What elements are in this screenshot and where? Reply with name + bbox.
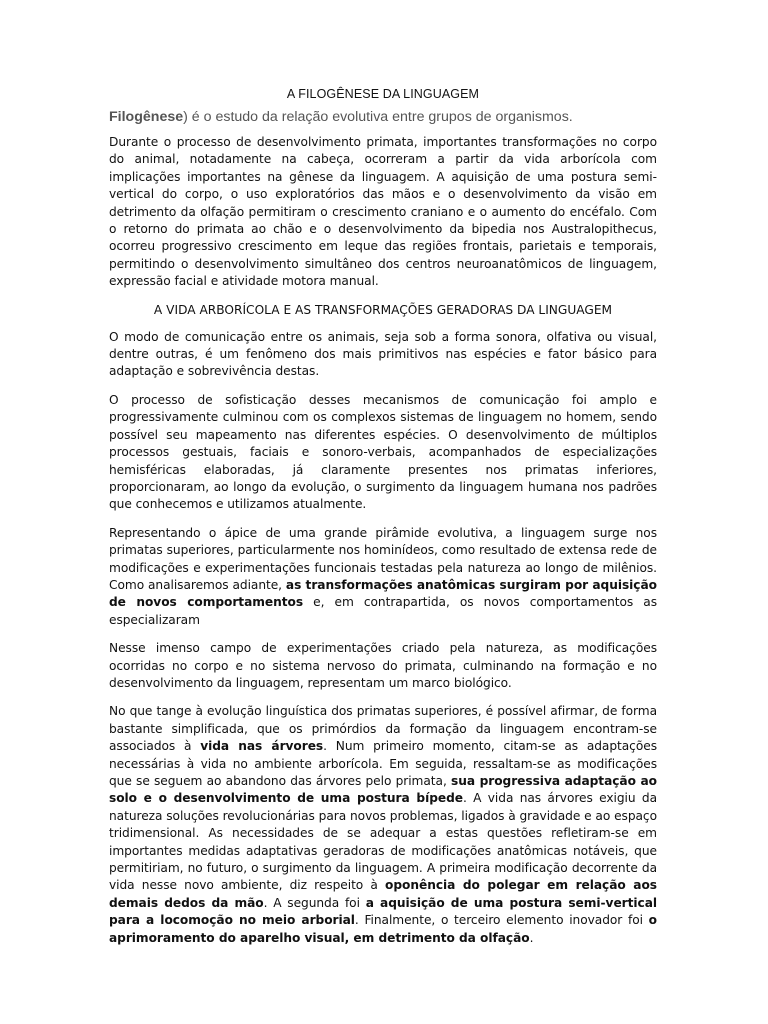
paragraph-6 xyxy=(109,703,657,947)
paragraph-6-bold-d: sua progressiva adaptação ao solo e o desenvolvimento de uma postura bípede xyxy=(109,774,658,806)
document-page xyxy=(109,86,657,958)
paragraph-6-bold-b: vida nas árvores xyxy=(200,739,324,754)
paragraph-4 xyxy=(109,525,657,629)
paragraph-6-bold-h: a aquisição de uma postura semi-vertical para a locomoção no meio arborial xyxy=(109,895,657,928)
definition-term: Filogênese xyxy=(109,109,184,125)
definition-text: ) é o estudo da relação evolutiva entre grupos de organismos. xyxy=(183,109,573,125)
document-title: A FILOGÊNESE DA LINGUAGEM xyxy=(286,87,480,101)
paragraph-6-bold-f: oponência do polegar em relação aos demais dedos da mão xyxy=(109,878,657,910)
paragraph-2: O modo de comunicação entre os animais, seja sob a forma sonora, olfativa ou visual, dentre outras, é um fenômeno dos mais primitivos nas espécies e fator básico para adaptação e sobrevivência destas. xyxy=(109,329,657,379)
paragraph-6-text-e: . A vida nas árvores exigiu da natureza soluções revolucionárias para novos problemas, ligados à gravidade e ao espaço tridimensional. As necessidades de se adequar a estas questões refletiram-se em importantes medidas adaptativas geradoras de modificações anatômicas notáveis, que permitiriam, no futuro, o surgimento da linguagem. A primeira modificação decorrente da vida nesse novo ambiente, diz respeito à xyxy=(109,791,658,893)
paragraph-4-bold: as transformações anatômicas surgiram por aquisição de novos comportamentos xyxy=(109,577,657,610)
paragraph-1: Durante o processo de desenvolvimento primata, importantes transformações no corpo do animal, notadamente na cabeça, ocorreram a partir da vida arborícola com implicações importantes na gênese da linguagem. A aquisição de uma postura semi-vertical do corpo, o uso exploratórios das mãos e o desenvolvimento da visão em detrimento da olfação permitiram o crescimento craniano e o aumento do encéfalo. Com o retorno do primata ao chão e o desenvolvimento da bipedia nos Australopithecus, ocorreu progressivo crescimento em leque das regiões frontais, parietais e temporais, permitindo o desenvolvimento simultâneo dos centros neuroanatômicos de linguagem, expressão facial e atividade motora manual. xyxy=(109,135,657,289)
section-subtitle: A VIDA ARBORÍCOLA E AS TRANSFORMAÇÕES GERADORAS DA LINGUAGEM xyxy=(153,302,613,317)
paragraph-4-text-c: e, em contrapartida, os novos comportamentos as especializaram xyxy=(109,595,657,627)
paragraph-5: Nesse imenso campo de experimentações criado pela natureza, as modificações ocorridas no corpo e no sistema nervoso do primata, culminando na formação e no desenvolvimento da linguagem, representam um marco biológico. xyxy=(109,641,657,690)
paragraph-3: O processo de sofisticação desses mecanismos de comunicação foi amplo e progressivamente culminou com os complexos sistemas de linguagem no homem, sendo possível seu mapeamento nas diferentes espécies. O desenvolvimento de múltiplos processos gestuais, faciais e sonoro-verbais, acompanhados de especializações hemisféricas elaboradas, já claramente presentes nos primatas inferiores, proporcionaram, ao longo da evolução, o surgimento da linguagem humana nos padrões que conhecemos e utilizamos atualmente. xyxy=(109,392,657,512)
definition-line xyxy=(109,108,657,126)
paragraph-6-text-i: . Finalmente, o terceiro elemento inovador foi xyxy=(354,913,649,928)
paragraph-4-text-a: Representando o ápice de uma grande pirâmide evolutiva, a linguagem surge nos primatas superiores, particularmente nos hominídeos, como resultado de extensa rede de modificações e experimentações funcionais testadas pela natureza ao longo de milênios. Como analisaremos adiante, xyxy=(109,525,657,592)
paragraph-6-text-g: . A segunda foi xyxy=(263,895,366,910)
paragraph-6-text-k: . xyxy=(529,930,534,945)
paragraph-6-bold-j: o aprimoramento do aparelho visual, em detrimento da olfação xyxy=(109,913,657,945)
paragraph-6-text-c: . Num primeiro momento, citam-se as adaptações necessárias à vida no ambiente arborícola. Em seguida, ressaltam-se as modificações que se seguem ao abandono das árvores pelo primata, xyxy=(109,739,657,788)
paragraph-6-text-a: No que tange à evolução linguística dos primatas superiores, é possível afirmar, de forma bastante simplificada, que os primórdios da formação da linguagem encontram-se associados à xyxy=(109,704,657,754)
